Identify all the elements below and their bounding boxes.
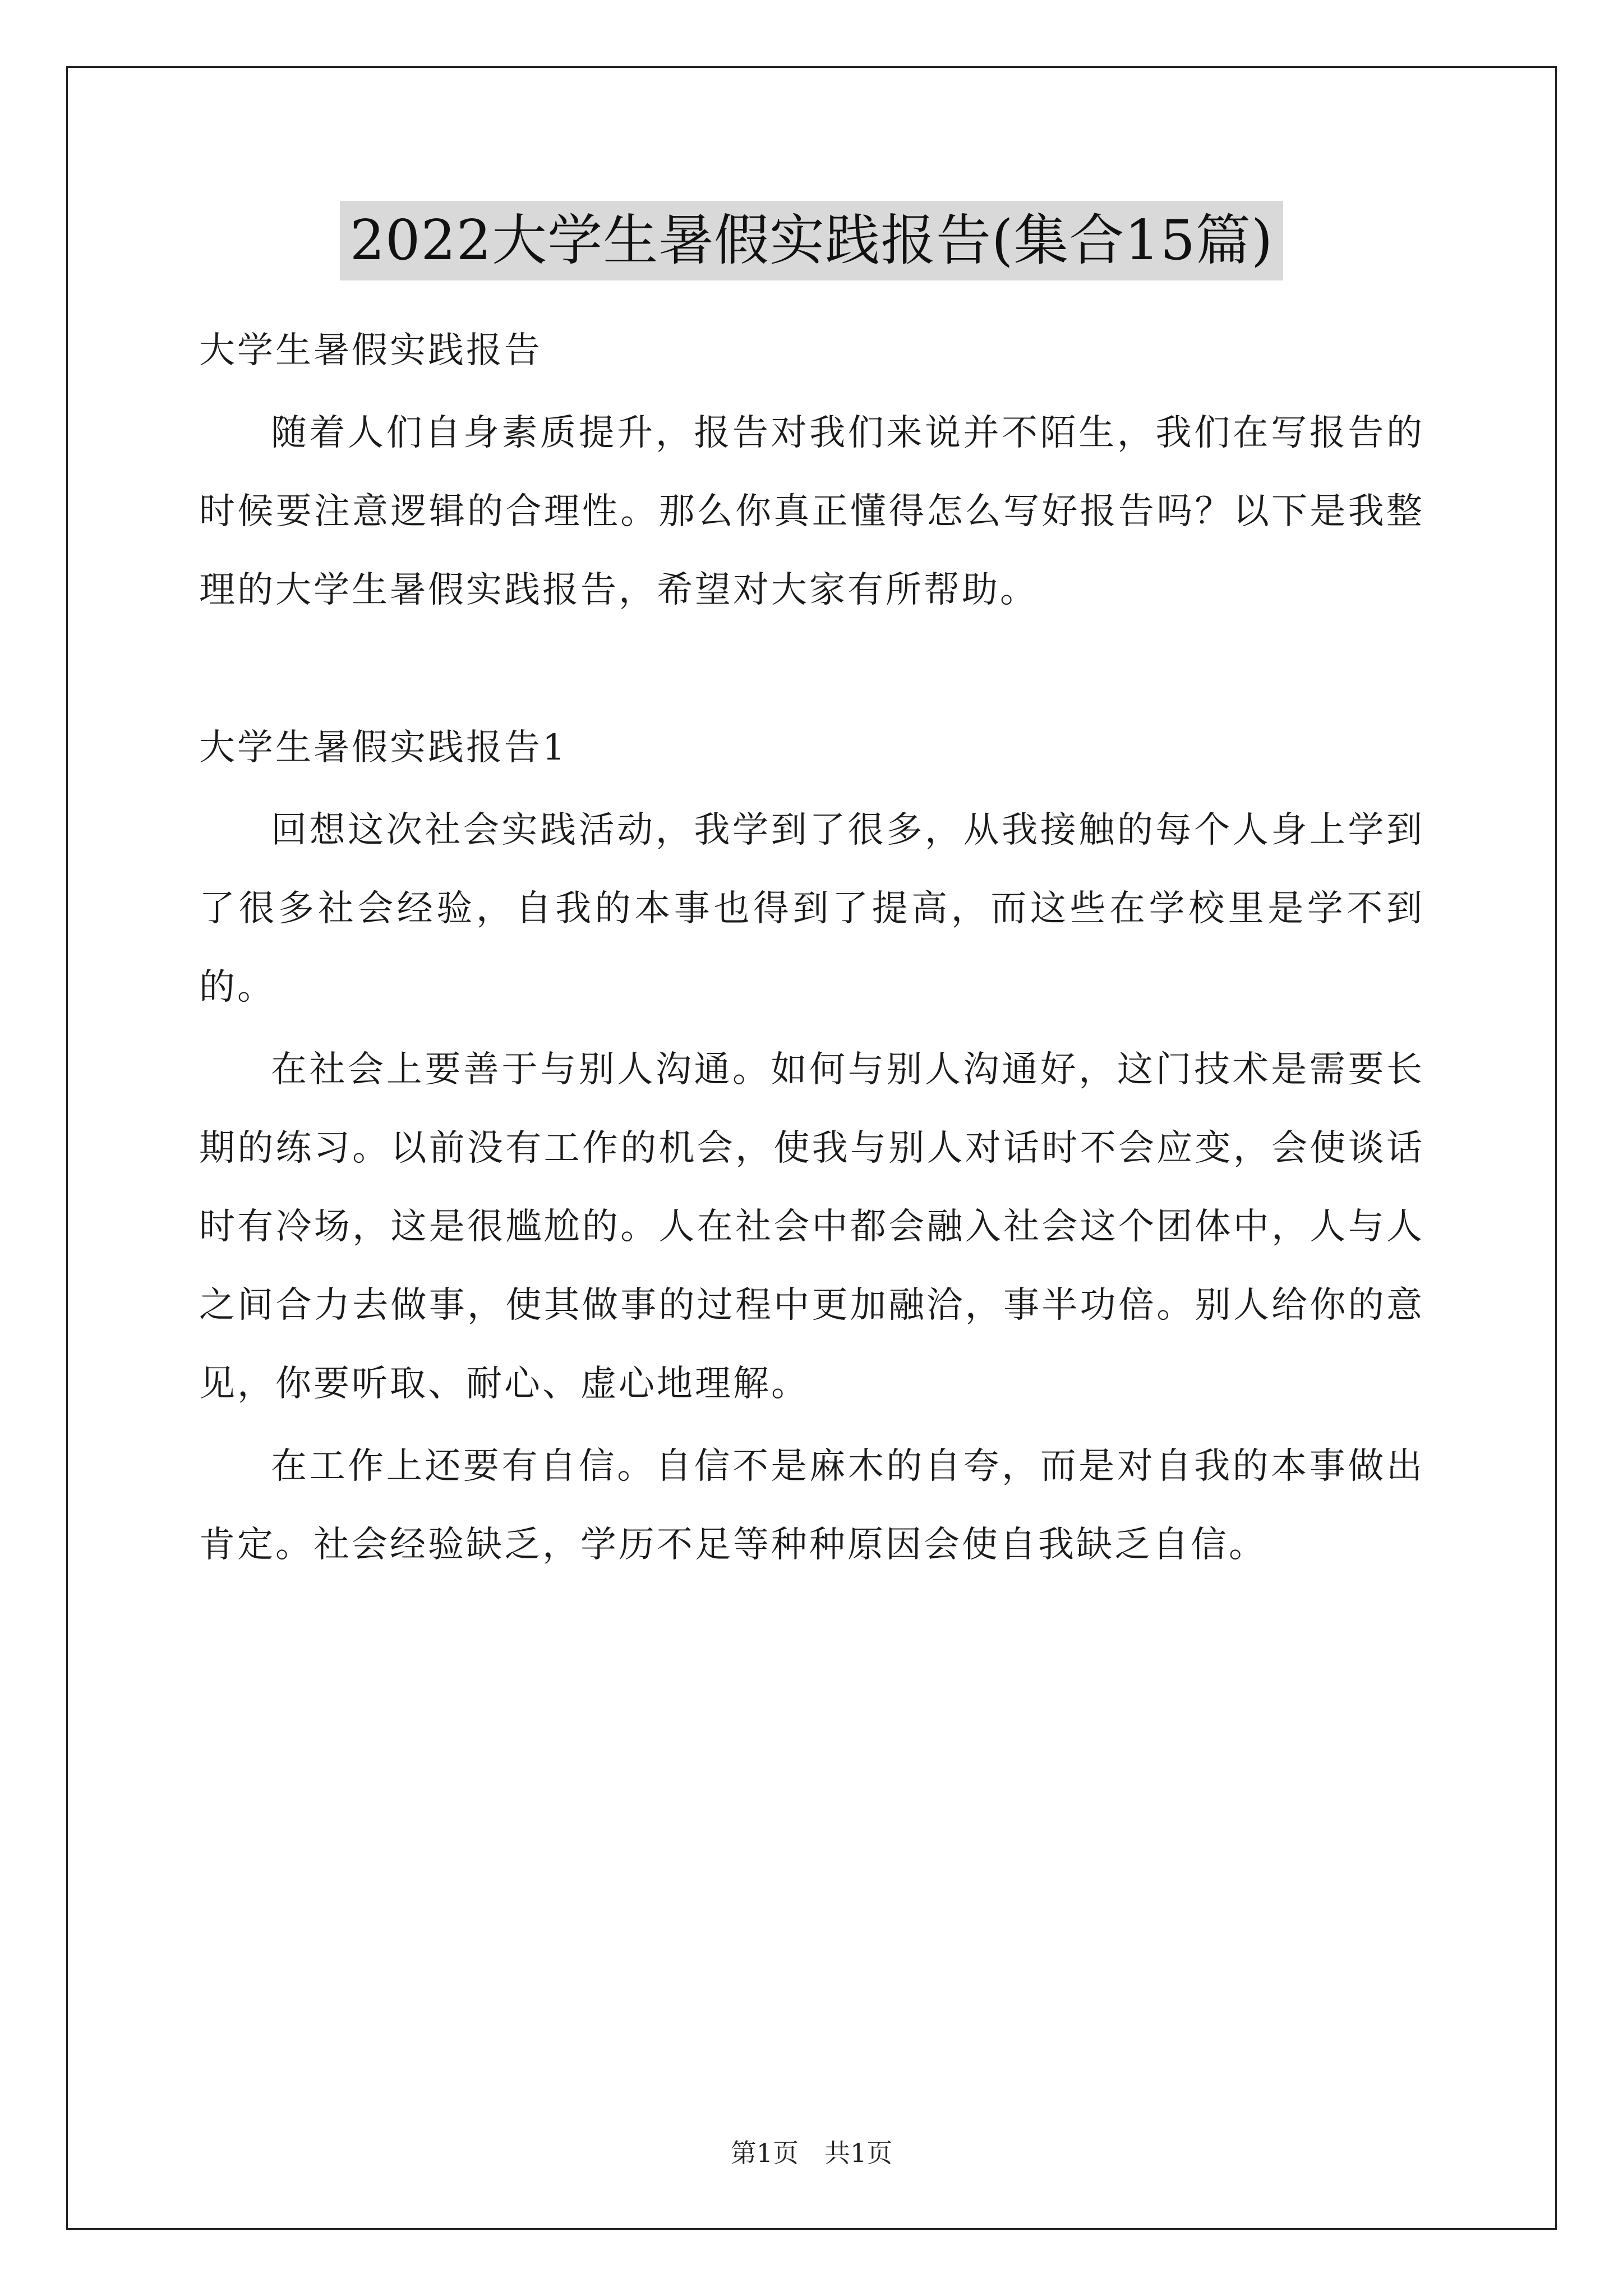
section-spacer <box>199 633 1424 708</box>
paragraph: 回想这次社会实践活动，我学到了很多，从我接触的每个人身上学到了很多社会经验，自我的本事也得到了提高，而这些在学校里是学不到的。 <box>199 809 1424 1008</box>
paragraph: 在工作上还要有自信。自信不是麻木的自夸，而是对自我的本事做出肯定。社会经验缺乏，学历不足等种种原因会使自我缺乏自信。 <box>199 1446 1424 1566</box>
document-title: 2022大学生暑假实践报告(集合15篇) <box>340 201 1284 280</box>
page-footer: 第1页 共1页 <box>730 2138 893 2168</box>
title-container <box>0 201 1623 280</box>
paragraph: 在社会上要善于与别人沟通。如何与别人沟通好，这门技术是需要长期的练习。以前没有工作的机会，使我与别人对话时不会应变，会使谈话时有冷场，这是很尴尬的。人在社会中都会融入社会这个团体中，人与人之间合力去做事，使其做事的过程中更加融洽，事半功倍。别人给你的意见，你要听取、耐心、虚心地理解。 <box>199 1049 1424 1405</box>
intro-paragraph: 随着人们自身素质提升，报告对我们来说并不陌生，我们在写报告的时候要注意逻辑的合理性。那么你真正懂得怎么写好报告吗？以下是我整理的大学生暑假实践报告，希望对大家有所帮助。 <box>199 412 1424 611</box>
document-body <box>199 311 1424 1588</box>
section-heading-1: 大学生暑假实践报告1 <box>199 727 568 769</box>
section-heading: 大学生暑假实践报告 <box>199 330 542 371</box>
